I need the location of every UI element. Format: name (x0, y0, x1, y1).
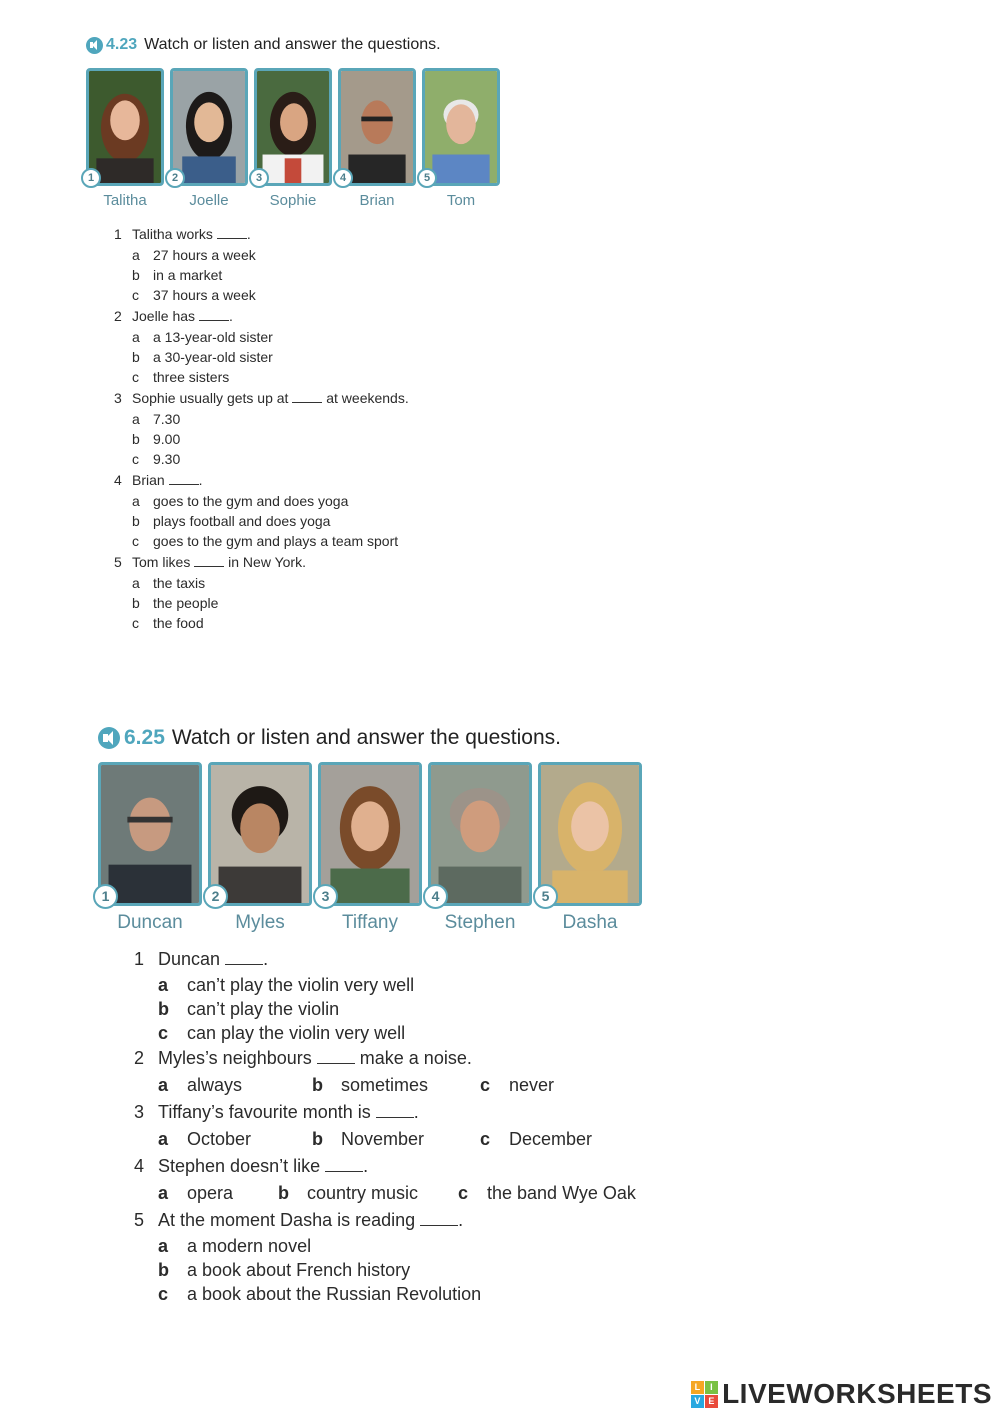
person-name: Dasha (562, 912, 618, 933)
people-row (86, 68, 556, 209)
answer-option[interactable]: b the people (132, 595, 219, 611)
person-card (338, 68, 416, 209)
answer-option[interactable]: c a book about the Russian Revolution (158, 1284, 482, 1304)
answer-options-row (134, 1180, 678, 1207)
answer-option[interactable]: b a 30-year-old sister (132, 349, 273, 365)
person-number-badge: 2 (165, 168, 185, 188)
answer-option[interactable]: a 27 hours a week (132, 247, 256, 263)
brand-logo-tile: E (705, 1395, 718, 1408)
question-number: 5 (134, 1210, 145, 1230)
question-number: 4 (134, 1156, 145, 1176)
question-text: At the moment Dasha is reading . (158, 1210, 464, 1230)
answer-blank[interactable] (169, 472, 199, 485)
track-number: 4.23 (106, 36, 138, 53)
person-card (422, 68, 500, 209)
answer-option[interactable]: a the taxis (132, 575, 206, 591)
answer-option[interactable]: a opera (158, 1183, 234, 1203)
question-text: Myles’s neighbours make a noise. (158, 1048, 472, 1068)
person-number-badge: 1 (93, 884, 118, 909)
answer-blank[interactable] (199, 308, 229, 321)
answer-option[interactable]: a goes to the gym and does yoga (132, 493, 349, 509)
question-text: Duncan . (158, 949, 269, 969)
question-number: 1 (114, 226, 122, 242)
person-name: Joelle (189, 192, 229, 209)
person-card (428, 762, 532, 934)
answer-blank[interactable] (420, 1210, 458, 1226)
person-photo (538, 762, 642, 906)
person-card (170, 68, 248, 209)
answer-option[interactable]: b can’t play the violin (158, 999, 340, 1019)
people-row (98, 762, 678, 934)
audio-speaker-icon[interactable] (98, 727, 120, 749)
question (134, 1099, 678, 1126)
person-photo (338, 68, 416, 186)
answer-option[interactable]: c December (480, 1129, 593, 1149)
track-number: 6.25 (124, 726, 165, 749)
answer-blank[interactable] (292, 390, 322, 403)
exercise-heading (98, 726, 678, 750)
answer-option[interactable]: c the food (132, 615, 204, 631)
answer-option[interactable]: c 9.30 (132, 451, 181, 467)
brand-logo-tile: V (691, 1395, 704, 1408)
person-card (98, 762, 202, 934)
person-name: Myles (235, 912, 285, 933)
person-number-badge: 3 (249, 168, 269, 188)
answer-option[interactable]: a always (158, 1075, 243, 1095)
question (114, 469, 556, 491)
answer-option[interactable]: b sometimes (312, 1075, 429, 1095)
person-number-badge: 2 (203, 884, 228, 909)
question-number: 4 (114, 472, 122, 488)
person-number-badge: 4 (333, 168, 353, 188)
question (114, 551, 556, 573)
person-photo (86, 68, 164, 186)
person-number-badge: 3 (313, 884, 338, 909)
brand-logo-tile: I (705, 1381, 718, 1394)
answer-option[interactable]: b a book about French history (158, 1260, 411, 1280)
person-photo (170, 68, 248, 186)
person-photo (422, 68, 500, 186)
person-name: Sophie (269, 192, 317, 209)
question-number: 2 (114, 308, 122, 324)
answer-blank[interactable] (194, 554, 224, 567)
person-card (208, 762, 312, 934)
person-card (538, 762, 642, 934)
answer-option[interactable]: c never (480, 1075, 555, 1095)
person-number-badge: 4 (423, 884, 448, 909)
question-number: 5 (114, 554, 122, 570)
person-photo (428, 762, 532, 906)
answer-option[interactable]: c goes to the gym and plays a team sport (132, 533, 399, 549)
person-photo (98, 762, 202, 906)
answer-option[interactable]: b November (312, 1129, 425, 1149)
answer-option[interactable]: b plays football and does yoga (132, 513, 331, 529)
question-text: Joelle has . (132, 308, 233, 324)
instruction-text: Watch or listen and answer the questions. (171, 726, 561, 749)
person-name: Talitha (103, 192, 147, 209)
question-text: Brian . (132, 472, 203, 488)
person-card (86, 68, 164, 209)
answer-option[interactable]: a 7.30 (132, 411, 181, 427)
answer-options-row (134, 1126, 678, 1153)
answer-blank[interactable] (317, 1048, 355, 1064)
answer-blank[interactable] (325, 1156, 363, 1172)
answer-blank[interactable] (376, 1102, 414, 1118)
brand-text: LIVEWORKSHEETS (722, 1378, 992, 1409)
question-text: Sophie usually gets up at at weekends. (132, 390, 409, 406)
answer-option[interactable]: c three sisters (132, 369, 230, 385)
answer-options-row (134, 1072, 678, 1099)
answer-option[interactable]: c the band Wye Oak (458, 1183, 636, 1203)
question-text: Tom likes in New York. (132, 554, 306, 570)
answer-blank[interactable] (217, 226, 247, 239)
person-photo (208, 762, 312, 906)
person-name: Tiffany (342, 912, 398, 933)
brand-logo-icon (691, 1381, 718, 1408)
question-list (114, 223, 556, 633)
liveworksheets-logo[interactable] (691, 1378, 992, 1410)
question (134, 946, 678, 973)
question (114, 223, 556, 245)
question-number: 1 (134, 949, 145, 969)
exercise-1 (86, 36, 556, 633)
question (114, 387, 556, 409)
person-number-badge: 5 (533, 884, 558, 909)
question-text: Talitha works . (132, 226, 251, 242)
audio-speaker-icon[interactable] (86, 37, 103, 54)
exercise-heading (86, 36, 556, 54)
person-photo (254, 68, 332, 186)
question-list (134, 946, 678, 1306)
person-name: Tom (446, 192, 476, 209)
person-card (318, 762, 422, 934)
answer-option[interactable]: c can play the violin very well (158, 1023, 406, 1043)
exercise-2 (98, 726, 678, 1306)
answer-option[interactable]: b 9.00 (132, 431, 181, 447)
answer-option[interactable]: a can’t play the violin very well (158, 975, 415, 995)
answer-blank[interactable] (225, 949, 263, 965)
person-name: Stephen (444, 912, 516, 933)
question-text: Tiffany’s favourite month is . (158, 1102, 419, 1122)
question-number: 2 (134, 1048, 145, 1068)
answer-option[interactable]: b in a market (132, 267, 223, 283)
person-number-badge: 1 (81, 168, 101, 188)
question-number: 3 (134, 1102, 145, 1122)
person-number-badge: 5 (417, 168, 437, 188)
question-number: 3 (114, 390, 122, 406)
person-name: Duncan (117, 912, 183, 933)
answer-option[interactable]: b country music (278, 1183, 419, 1203)
question (114, 305, 556, 327)
answer-option[interactable]: a a modern novel (158, 1236, 312, 1256)
question-text: Stephen doesn’t like . (158, 1156, 369, 1176)
brand-logo-tile: L (691, 1381, 704, 1394)
person-card (254, 68, 332, 209)
instruction-text: Watch or listen and answer the questions. (144, 36, 441, 53)
question (134, 1045, 678, 1072)
question (134, 1153, 678, 1180)
answer-option[interactable]: c 37 hours a week (132, 287, 256, 303)
answer-option[interactable]: a October (158, 1129, 252, 1149)
answer-option[interactable]: a a 13-year-old sister (132, 329, 273, 345)
person-name: Brian (359, 192, 395, 209)
person-photo (318, 762, 422, 906)
question (134, 1207, 678, 1234)
